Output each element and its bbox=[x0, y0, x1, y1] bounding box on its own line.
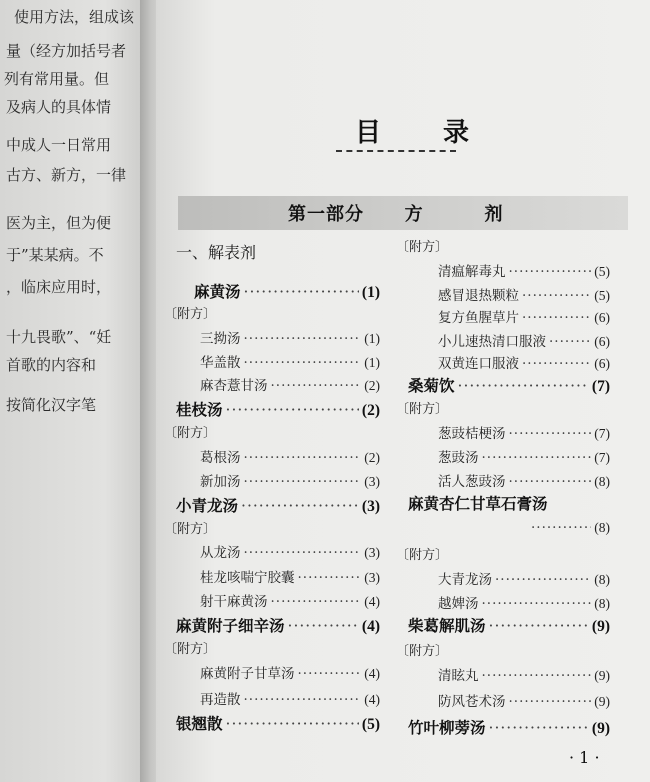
toc-entry-page: (5) bbox=[594, 264, 610, 279]
dot-leader bbox=[244, 474, 362, 490]
dot-leader bbox=[298, 666, 362, 682]
toc-main-entry bbox=[408, 716, 610, 738]
toc-entry-page: (1) bbox=[364, 331, 380, 346]
appendix-label: 〔附方〕 bbox=[396, 240, 449, 255]
toc-entry-name: 葛根汤 bbox=[200, 450, 241, 466]
toc-entry-name: 葱豉汤 bbox=[438, 450, 479, 466]
appendix-label: 〔附方〕 bbox=[396, 644, 449, 659]
toc-sub-entry bbox=[200, 351, 380, 371]
toc-entry-name: 再造散 bbox=[200, 692, 241, 708]
toc-entry-name: 从龙汤 bbox=[200, 545, 241, 561]
dot-leader bbox=[509, 264, 592, 280]
dot-leader bbox=[244, 283, 359, 301]
appendix-label: 〔附方〕 bbox=[164, 307, 217, 322]
toc-entry-name: 双黄连口服液 bbox=[438, 356, 519, 372]
toc-sub-entry bbox=[438, 352, 610, 372]
toc-sub-entry bbox=[200, 662, 380, 682]
dot-leader bbox=[226, 715, 359, 733]
toc-entry-name: 麻黄附子细辛汤 bbox=[176, 616, 285, 635]
part-name: 方 剂 bbox=[404, 204, 525, 225]
toc-entry-page: (4) bbox=[361, 618, 380, 635]
toc-sub-entry bbox=[438, 446, 610, 466]
dot-leader bbox=[244, 545, 362, 561]
dot-leader bbox=[458, 377, 589, 395]
toc-entry-page: (6) bbox=[594, 356, 610, 371]
dot-leader bbox=[482, 450, 592, 466]
dot-leader bbox=[522, 288, 591, 304]
toc-main-entry bbox=[408, 374, 610, 396]
toc-entry-page: (6) bbox=[594, 310, 610, 325]
dot-leader bbox=[482, 596, 592, 612]
dot-leader bbox=[244, 331, 362, 347]
toc-entry-page: (8) bbox=[594, 596, 610, 611]
dot-leader bbox=[509, 474, 592, 490]
dot-leader bbox=[271, 378, 362, 394]
toc-entry-page: (2) bbox=[364, 450, 380, 465]
toc-sub-entry bbox=[200, 566, 380, 586]
toc-entry-page: (8) bbox=[594, 520, 610, 535]
appendix-label: 〔附方〕 bbox=[164, 522, 217, 537]
toc-entry-page: (4) bbox=[364, 692, 380, 707]
toc-entry-page: (3) bbox=[364, 474, 380, 489]
left-page-line: ，临床应用时， bbox=[6, 278, 112, 296]
toc-entry-name: 小儿速热清口服液 bbox=[438, 334, 546, 350]
toc-entry-page: (8) bbox=[594, 474, 610, 489]
toc-sub-entry bbox=[438, 664, 610, 684]
toc-entry-page: (2) bbox=[361, 402, 380, 419]
toc-entry-page: (3) bbox=[361, 498, 380, 515]
dot-leader bbox=[271, 594, 362, 610]
toc-entry-leader bbox=[528, 520, 610, 536]
toc-entry-page: (4) bbox=[364, 594, 380, 609]
part-heading bbox=[288, 200, 525, 226]
toc-entry-page: (7) bbox=[591, 378, 610, 395]
toc-entry-page: (6) bbox=[594, 334, 610, 349]
dot-leader bbox=[244, 355, 362, 371]
dot-leader bbox=[244, 450, 362, 466]
toc-entry-name: 感冒退热颗粒 bbox=[438, 288, 519, 304]
toc-entry-name: 大青龙汤 bbox=[438, 572, 492, 588]
toc-main-entry bbox=[176, 398, 380, 420]
left-page-line: 及病人的具体情 bbox=[6, 98, 112, 116]
left-page-line: 医为主，但为便 bbox=[6, 214, 112, 232]
dot-leader bbox=[549, 334, 591, 350]
toc-entry-name: 复方鱼腥草片 bbox=[438, 310, 519, 326]
toc-entry-page: (1) bbox=[364, 355, 380, 370]
toc-sub-entry bbox=[200, 470, 380, 490]
toc-sub-entry bbox=[438, 690, 610, 710]
left-page-line: 列有常用量。但 bbox=[4, 70, 110, 88]
toc-entry-page: (5) bbox=[594, 288, 610, 303]
toc-sub-entry bbox=[438, 330, 610, 350]
section-heading: 一、解表剂 bbox=[176, 243, 257, 262]
toc-main-entry bbox=[176, 494, 380, 516]
dot-leader bbox=[489, 617, 589, 635]
toc-entry-page: (9) bbox=[591, 720, 610, 737]
toc-entry-name: 桂枝汤 bbox=[176, 400, 223, 419]
dot-leader bbox=[522, 356, 591, 372]
toc-entry-name: 活人葱豉汤 bbox=[438, 474, 506, 490]
dot-leader bbox=[509, 694, 592, 710]
dot-leader bbox=[522, 310, 591, 326]
appendix-label: 〔附方〕 bbox=[164, 426, 217, 441]
toc-entry-page: (7) bbox=[594, 426, 610, 441]
toc-entry-page: (8) bbox=[594, 572, 610, 587]
toc-main-entry bbox=[176, 712, 380, 734]
toc-sub-entry bbox=[438, 592, 610, 612]
left-page bbox=[0, 0, 150, 782]
dot-leader bbox=[482, 668, 592, 684]
appendix-label: 〔附方〕 bbox=[396, 402, 449, 417]
page-number: · 1 · bbox=[569, 748, 600, 767]
toc-entry-name: 桂龙咳喘宁胶囊 bbox=[200, 570, 295, 586]
toc-sub-entry bbox=[200, 688, 380, 708]
left-page-line: 使用方法，组成该 bbox=[14, 8, 135, 26]
page-title: 目 录 bbox=[355, 118, 488, 148]
toc-sub-entry bbox=[200, 590, 380, 610]
toc-sub-entry bbox=[200, 327, 380, 347]
left-page-line: 古方、新方，一律 bbox=[6, 166, 127, 184]
dot-leader bbox=[495, 572, 591, 588]
toc-entry-name: 新加汤 bbox=[200, 474, 241, 490]
toc-entry-name: 越婢汤 bbox=[438, 596, 479, 612]
left-page-line: 按简化汉字笔 bbox=[6, 396, 97, 414]
toc-entry-page: (2) bbox=[364, 378, 380, 393]
toc-entry-page: (9) bbox=[594, 694, 610, 709]
toc-sub-entry bbox=[200, 446, 380, 466]
toc-entry-page: (1) bbox=[361, 284, 380, 301]
toc-entry-name: 小青龙汤 bbox=[176, 496, 239, 515]
toc-entry-name: 葱豉桔梗汤 bbox=[438, 426, 506, 442]
toc-entry-name: 清眩丸 bbox=[438, 668, 479, 684]
appendix-label: 〔附方〕 bbox=[164, 642, 217, 657]
toc-sub-entry bbox=[200, 374, 380, 394]
toc-sub-entry bbox=[438, 470, 610, 490]
toc-main-entry bbox=[176, 614, 380, 636]
toc-sub-entry bbox=[438, 568, 610, 588]
toc-entry-page: (7) bbox=[594, 450, 610, 465]
toc-entry-name: 华盖散 bbox=[200, 355, 241, 371]
left-page-line: 量（经方加括号者 bbox=[6, 42, 127, 60]
left-page-line: 十九畏歌”、“妊 bbox=[6, 328, 112, 346]
toc-entry-name: 麻杏薏甘汤 bbox=[200, 378, 268, 394]
dot-leader bbox=[288, 617, 359, 635]
dot-leader bbox=[241, 497, 359, 515]
dot-leader bbox=[509, 426, 592, 442]
toc-sub-entry bbox=[438, 284, 610, 304]
toc-entry-name: 射干麻黄汤 bbox=[200, 594, 268, 610]
toc-sub-entry bbox=[200, 541, 380, 561]
left-page-line: 首歌的内容和 bbox=[6, 356, 97, 374]
toc-sub-entry bbox=[438, 306, 610, 326]
toc-main-entry bbox=[408, 614, 610, 636]
part-number: 第一部分 bbox=[288, 204, 364, 225]
toc-main-entry bbox=[194, 280, 380, 302]
left-page-line: 中成人一日常用 bbox=[6, 136, 112, 154]
dot-leader bbox=[489, 719, 589, 737]
toc-entry-name: 银翘散 bbox=[176, 714, 223, 733]
toc-entry-name: 清瘟解毒丸 bbox=[438, 264, 506, 280]
dot-leader bbox=[531, 520, 591, 536]
toc-entry-name: 麻黄汤 bbox=[194, 282, 241, 301]
toc-entry-page: (9) bbox=[594, 668, 610, 683]
dot-leader bbox=[226, 401, 359, 419]
toc-entry-page: (9) bbox=[591, 618, 610, 635]
toc-entry-name: 三拗汤 bbox=[200, 331, 241, 347]
dot-leader bbox=[298, 570, 362, 586]
toc-sub-entry bbox=[438, 260, 610, 280]
title-underline bbox=[336, 150, 456, 152]
toc-entry-name: 竹叶柳蒡汤 bbox=[408, 718, 486, 737]
appendix-label: 〔附方〕 bbox=[396, 548, 449, 563]
toc-entry-name: 防风苍术汤 bbox=[438, 694, 506, 710]
toc-entry-page: (4) bbox=[364, 666, 380, 681]
toc-entry-name: 桑菊饮 bbox=[408, 376, 455, 395]
left-page-line: 于”某某病。不 bbox=[6, 246, 104, 264]
toc-entry-name: 麻黄杏仁甘草石膏汤 bbox=[408, 494, 548, 513]
dot-leader bbox=[244, 692, 362, 708]
toc-entry-page: (3) bbox=[364, 545, 380, 560]
toc-entry-page: (5) bbox=[361, 716, 380, 733]
toc-entry-page: (3) bbox=[364, 570, 380, 585]
toc-entry-name: 麻黄附子甘草汤 bbox=[200, 666, 295, 682]
toc-sub-entry bbox=[438, 422, 610, 442]
toc-entry-name: 柴葛解肌汤 bbox=[408, 616, 486, 635]
